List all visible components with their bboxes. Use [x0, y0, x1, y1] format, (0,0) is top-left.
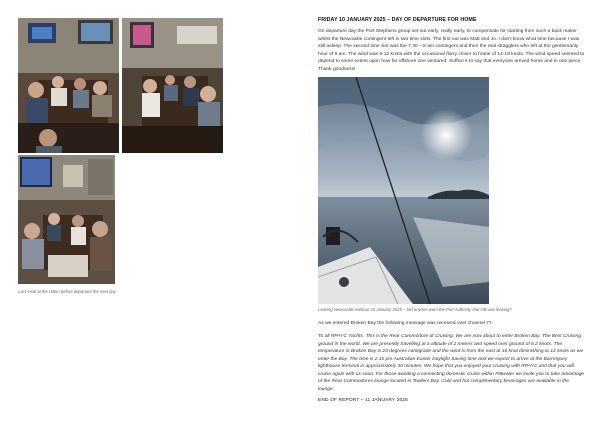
- restaurant-photo-1: [18, 18, 119, 153]
- restaurant-photo-3: [18, 155, 115, 284]
- left-photo-caption: Last meal at the Hilton before departure the next day: [18, 289, 116, 294]
- end-of-report: END OF REPORT – 11 JANUARY 2025: [318, 398, 408, 403]
- paragraph-departure: On departure day the Port Stephens group set out early, really early, to compensate for starting from such a back maker whilst the Newcastle contingent left in two time slots. The first out was Matt and Jo. I don't know what time because I was still asleep. The second time slot was the 7.30 – 8 am contingent and then the real stragglers who left at the gentlemanly hour of 9 am. The wind was 8-12 knots with the occasional flurry closer to home of 14-19 knots. The wind speed seemed to depend to some extent upon how far offshore one ventured. Suffice it to say that everyone arrived home and in one piece. Thank goodness!: [318, 29, 585, 72]
- page-heading: FRIDAY 10 JANUARY 2025 – DAY OF DEPARTURE FOR HOME: [318, 17, 477, 23]
- harbour-photo-caption: Leaving Newcastle Harbour 10 January 2025 – Did anyone warn the Port Authority that HB was leaving?: [318, 307, 512, 312]
- paragraph-radio-message: To all RPAYC Yachts. This is the Rear Commodore of Cruising. We are now about to enter Broken Bay. The Best Cruising ground in the world. We are presently travelling at a altitude of 2 metres and speed over ground of 6.2 knots. The temperature in Broken Bay is 23 degrees centigrade and the wind is from the east at 16 knot diminishing to 12 knots as we enter the Bay. The time is 2.10 pm Australian Easter Daylight Saving time and we expect to arrive at the Barrenjoey lighthouse terminal in approximately 30 minutes. We hope that you enjoyed your cruising with RPAYC and that you will cruise again with us soon. For those awaiting a connecting domestic cruise within Pittwater we invite you to take advantage of the Rear Commodores lounge located in Towlers Bay. Cold and hot complimentary beverages are available in the lounge.: [318, 334, 585, 392]
- restaurant-photo-2: [122, 18, 223, 153]
- paragraph-broken-bay: As we entered Broken Bay the following message was received over channel 77.: [318, 321, 494, 326]
- harbour-sail-photo: [318, 77, 489, 304]
